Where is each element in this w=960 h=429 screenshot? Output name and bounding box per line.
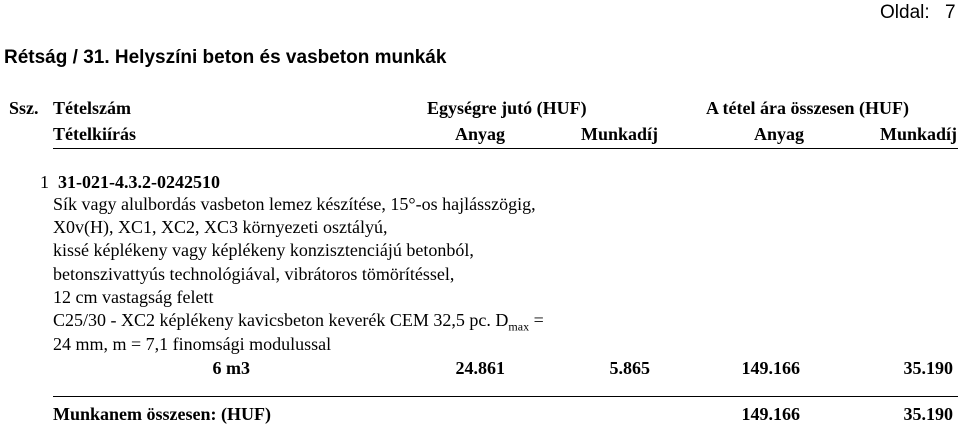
header-anyag-unit: Anyag: [454, 124, 505, 144]
page-number: 7: [945, 2, 956, 23]
item-desc-line: 12 cm vastagság felett: [53, 287, 214, 307]
header-munkadij-total: Munkadíj: [879, 124, 957, 144]
item-desc-text-end: =: [529, 310, 544, 330]
item-desc-line: X0v(H), XC1, XC2, XC3 környezeti osztályú,: [53, 217, 388, 237]
item-quantity: 6 m3: [212, 358, 250, 378]
header-tetelkiiras: Tételkiírás: [53, 124, 136, 144]
footer-total-munkadij: 35.190: [903, 404, 953, 424]
item-desc-line: kissé képlékeny vagy képlékeny konzisztenciájú betonból,: [53, 240, 474, 260]
header-munkadij-unit: Munkadíj: [580, 124, 658, 144]
item-code: 31-021-4.3.2-0242510: [58, 172, 220, 192]
item-total-munkadij: 35.190: [903, 358, 953, 378]
item-desc-subscript: max: [508, 319, 530, 334]
footer-total-anyag: 149.166: [741, 404, 800, 424]
header-divider: [53, 148, 958, 149]
item-desc-line: 24 mm, m = 7,1 finomsági modulussal: [53, 334, 332, 354]
footer-label: Munkanem összesen: (HUF): [53, 404, 271, 424]
page-title: Rétság / 31. Helyszíni beton és vasbeton munkák: [4, 47, 447, 68]
item-desc-line: betonszivattyús technológiával, vibrátoros tömörítéssel,: [53, 264, 455, 284]
item-desc-line: Sík vagy alulbordás vasbeton lemez készítése, 15°-os hajlásszögig,: [53, 194, 536, 214]
header-egysegre: Egységre jutó (HUF): [427, 98, 587, 118]
header-ssz: Ssz.: [9, 98, 39, 118]
item-ssz: 1: [40, 172, 49, 192]
item-desc-line-dmax: [53, 310, 544, 335]
item-unit-anyag: 24.861: [455, 358, 505, 378]
header-tetelszam: Tételszám: [53, 98, 131, 118]
item-unit-munkadij: 5.865: [609, 358, 650, 378]
header-osszesen: A tétel ára összesen (HUF): [706, 98, 909, 118]
footer-divider: [53, 396, 958, 397]
header-anyag-total: Anyag: [753, 124, 804, 144]
item-total-anyag: 149.166: [741, 358, 800, 378]
page-label: Oldal:: [880, 2, 930, 23]
item-desc-text: C25/30 - XC2 képlékeny kavicsbeton keverék CEM 32,5 pc. D: [53, 310, 509, 330]
